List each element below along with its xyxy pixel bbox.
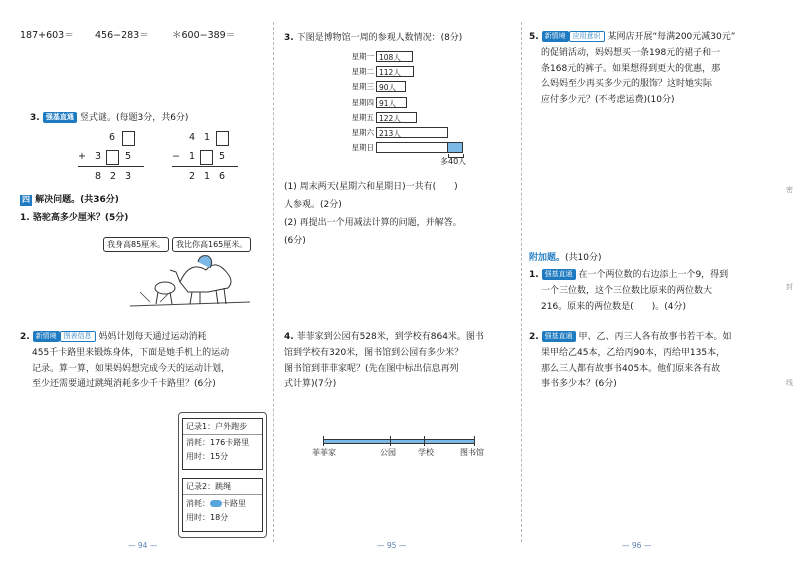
digit: 4 [189,132,196,143]
vertical-puzzle-1 [78,132,148,188]
ink-blot [210,500,222,507]
bar: 122人 [376,112,417,123]
bar [376,142,448,153]
question-3-heading: 3. 下图是博物馆一周的参观人数情况：(8分) [284,33,463,43]
answer-box[interactable] [106,150,119,165]
bar-day-label: 星期三 [351,82,374,92]
record-2: 记录2：跳绳 消耗： 卡路里 用时：18分 [182,478,263,532]
bar-day-label: 星期六 [351,128,374,137]
sub-question-2: (2) 再提出一个用减法计算的问题，并解答。 [284,218,462,228]
digit: 1 [204,132,211,143]
speech-bubble-2: 我比你高165厘米。 [172,237,251,252]
label-library: 图书馆 [460,448,484,457]
page-number: — 95 — [377,541,407,550]
answer-box[interactable] [122,131,135,146]
distance-line [323,439,475,444]
tick-mark [474,436,475,446]
answer-box[interactable] [216,131,229,146]
vertical-puzzle-2 [172,132,242,188]
tick-mark [390,436,391,446]
camel-illustration [120,252,260,310]
digit: 2 [110,171,117,182]
digit: 1 [204,171,211,182]
question-5: 5. 新情境 应用意识 某网店开展“每满200元减30元” 的促销活动，妈妈想买一条198元的裙子和一 条168元的裤子。如果想得到更大的优惠，那 么妈妈至少再买多少元的服饰？这时她实际 应付多少元？(不考虑运费)(10分) [529,32,736,105]
page-number: — 96 — [622,541,652,550]
column-divider [273,22,274,542]
question-1: 1. 骆驼高多少厘米？(5分) [20,213,129,223]
margin-seal-char: 封 [786,283,793,291]
sub-question-2-cont: (6分) [284,236,306,246]
bar: 91人 [376,97,407,108]
calc-item-3: ＊600−389＝ [172,30,236,41]
speech-bubble-1: 我身高85厘米。 [103,237,169,252]
sub-question-1-cont: 人参观。(2分) [284,200,342,210]
tag-badge: 图表信息 [60,331,96,342]
extra-question-2: 2. 强基直通 甲、乙、丙三人各有故事书若干本。如 果甲给乙45本，乙给丙90本，丙给甲135本， 那么三人都有故事书405本。他们原来各有故 事书多少本？(6分) [529,332,732,390]
label-home: 菲菲家 [312,448,336,457]
calc-item-1: 187+603＝ [20,30,74,41]
digit: 3 [95,151,102,162]
digit: 1 [189,151,196,162]
section-heading: 四 解决问题。(共36分) [22,195,119,205]
operator: − [172,151,180,162]
page-number: — 94 — [128,541,158,550]
question-4: 4. 菲菲家到公园有528米，到学校有864米。图书 馆到学校有320米，图书馆到公园有多少米？ 图书馆到菲菲家呢？(先在图中标出信息再列 式计算)(7分) [284,332,484,390]
tick-mark [424,436,425,446]
answer-box[interactable] [200,150,213,165]
digit: 3 [125,171,132,182]
digit: 6 [219,171,226,182]
bar-day-label: 星期二 [351,67,374,77]
question-2: 2. 新情境 图表信息 妈妈计划每天通过运动消耗 455千卡路里来锻炼身体，下面是她手机上的运动 记录。算一算，如果妈妈想完成今天的运动计划， 至少还需要通过跳绳消耗多少千卡路里？(6分) [20,332,231,390]
record-1: 记录1：户外跑步 消耗：176卡路里 用时：15分 [182,418,263,470]
digit: 8 [95,171,102,182]
sub-question-1: (1) 周末两天(星期六和星期日)一共有( ) [284,182,458,192]
extra-question-1: 1. 强基直通 在一个两位数的右边添上一个9，得到 一个三位数，这个三位数比原来的两位数大 216。原来的两位数是( )。(4分) [529,270,729,312]
bar-day-label: 星期四 [351,97,374,107]
bar-day-label: 星期一 [351,52,374,61]
sunday-note: 多40人 [440,157,467,166]
label-park: 公园 [380,448,396,457]
tag-badge: 强基直通 [43,112,77,123]
tag-badge: 新情境 [542,31,569,42]
margin-seal-char: 密 [786,186,793,194]
bar-day-label: 星期五 [351,112,374,122]
digit: 5 [219,151,226,162]
tick-mark [323,436,324,446]
tag-badge: 强基直通 [542,331,576,342]
calc-item-2: 456−283＝ [95,30,149,41]
tag-badge: 新情境 [33,331,60,342]
bar: 213人 [376,127,448,138]
bar-extension [447,142,463,153]
margin-seal-char: 线 [786,379,793,387]
tag-badge: 应用意识 [569,31,605,42]
operator: + [78,151,86,162]
tag-badge: 强基直通 [542,269,576,280]
digit: 5 [125,151,132,162]
label-school: 学校 [418,448,434,457]
question-3-heading: 3. 强基直通 竖式谜。(每题3分，共6分) [30,113,189,123]
digit: 6 [109,132,116,143]
extra-section-heading: 附加题。(共10分) [529,253,602,263]
column-divider [521,22,522,542]
bar: 108人 [376,51,413,62]
left-page [0,0,270,566]
bar-day-label: 星期日 [351,143,374,153]
bar: 112人 [376,66,414,77]
digit: 2 [189,171,196,182]
bar: 90人 [376,81,406,92]
